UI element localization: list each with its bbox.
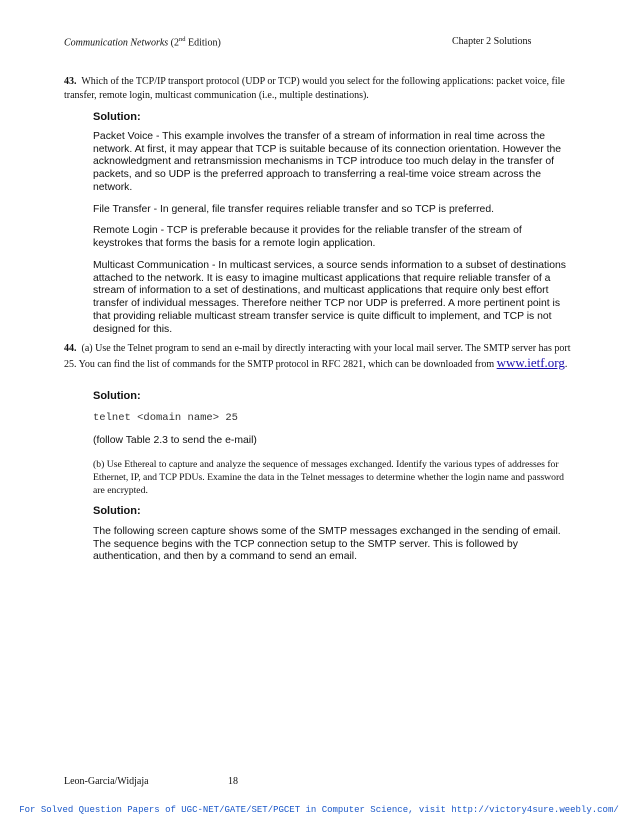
solution-heading: Solution: [93,111,141,123]
solution-heading: Solution: [93,505,141,517]
footer-authors: Leon-Garcia/Widjaja [64,776,149,787]
telnet-command: telnet <domain name> 25 [93,412,238,424]
question-44-part-b: (b) Use Ethereal to capture and analyze the sequence of messages exchanged. Identify the various types of addresses for Ethernet, IP, and TCP PDUs. Examine the data in the Telnet messages to determine whether the login name and password are encrypted. [93,459,565,496]
question-44: 44. (a) Use the Telnet program to send an e-mail by directly interacting with your local mail server. The SMTP server has port 25. You can find the list of commands for the SMTP protocol in RFC 2821, which can be downloaded from www.ietf.org. [64,343,571,370]
question-text: Which of the TCP/IP transport protocol (UDP or TCP) would you select for the following applications: packet voice, file transfer, remote login, multicast communication (i.e., multiple destinations). [64,76,565,101]
answer-file-transfer: File Transfer - In general, file transfer requires reliable transfer and so TCP is preferred. [93,204,494,215]
solution-heading: Solution: [93,390,141,402]
question-43 [64,75,572,103]
answer-part-b: The following screen capture shows some of the SMTP messages exchanged in the sending of email. The sequence begins with the TCP connection setup to the SMTP server. This is followed by authentication, and then by a command to send an email. [93,526,561,563]
promo-footer-link[interactable]: For Solved Question Papers of UGC-NET/GATE/SET/PGCET in Computer Science, visit http://victory4sure.weebly.com/ [19,805,619,815]
running-header-title: Communication Networks (2nd Edition) [64,36,221,49]
question-text: (a) Use the Telnet program to send an e-mail by directly interacting with your local mail server. The SMTP server has port 25. You can find the list of commands for the SMTP protocol in RFC 2821, which can be downloaded from [64,343,571,370]
answer-packet-voice: Packet Voice - This example involves the transfer of a stream of information in real time across the network. At first, it may appear that TCP is suitable because of its connection orientation. However the acknowledgment and retransmission mechanisms in TCP introduce too much delay in the transfer of packets, and so UDP is the preferred approach to transferring a real-time voice stream across the network. [93,131,562,193]
page-number: 18 [228,776,238,787]
answer-multicast: Multicast Communication - In multicast services, a source sends information to a subset of destinations attached to the network. It is easy to imagine multicast applications that require reliable transfer of a stream of information to a set of destinations, and multicast applications that require only best effort transfer of individual messages. Therefore neither TCP nor UDP is preferred. A more pertinent point is that providing reliable multicast stream transfer service is quite difficult to implement, and TCP is not designed for this. [93,260,566,335]
question-number: 44. [64,343,77,354]
follow-note: (follow Table 2.3 to send the e-mail) [93,435,257,446]
answer-remote-login: Remote Login - TCP is preferable because it provides for the reliable transfer of the stream of keystrokes that forms the basis for a remote login application. [93,225,522,249]
question-number: 43. [64,76,77,87]
running-header-chapter: Chapter 2 Solutions [452,36,532,47]
ietf-link[interactable]: www.ietf.org [496,355,565,370]
